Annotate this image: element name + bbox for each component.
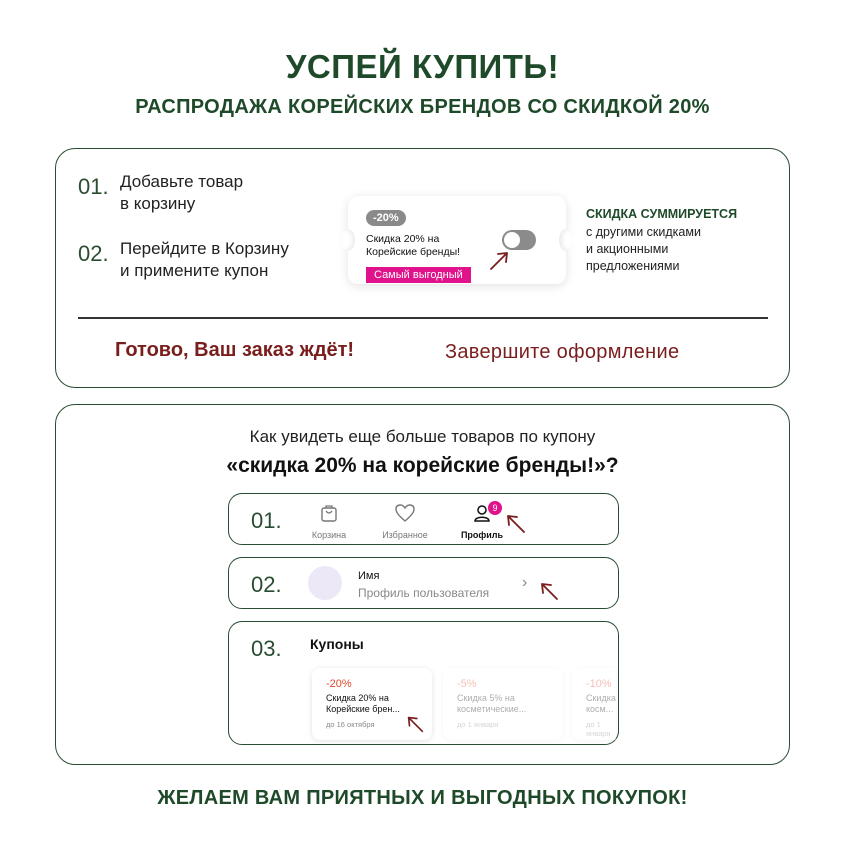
step-1-text — [120, 171, 243, 215]
howto-step-2-number: 02. — [251, 572, 282, 597]
notification-badge: 9 — [488, 501, 502, 515]
coupon-card-line2: Корейские брен... — [326, 704, 400, 714]
coupon-card-date: до 1 января — [586, 720, 611, 738]
coupon-desc-line1: Скидка 20% на — [366, 233, 440, 245]
checkout-hint: Завершите оформление — [445, 341, 680, 363]
coupon-card-date: до 1 января — [457, 720, 499, 729]
arrow-pointer-icon — [404, 713, 426, 735]
coupon-card-line2: косм... — [586, 704, 614, 714]
coupon-discount-badge: -20% — [366, 210, 406, 226]
coupon-card-date: до 16 октября — [326, 720, 375, 729]
howto-step-1-number: 01. — [251, 508, 282, 533]
coupon-card[interactable] — [572, 668, 616, 740]
toggle-knob — [504, 232, 520, 248]
coupon-toggle[interactable] — [502, 230, 536, 250]
coupons-title: Купоны — [310, 636, 364, 652]
sum-note-line1: с другими скидками — [586, 225, 701, 239]
step-1-number: 01. — [78, 174, 109, 199]
bag-icon — [319, 503, 339, 523]
coupon-card-line1: Скидка — [586, 693, 616, 703]
avatar — [308, 566, 342, 600]
sum-note-text — [586, 224, 701, 275]
ticket-notch-right — [559, 229, 573, 251]
nav-cart[interactable] — [299, 503, 359, 540]
step-1-line2: в корзину — [120, 194, 196, 213]
step-2-text — [120, 238, 289, 282]
nav-cart-label: Корзина — [311, 530, 347, 540]
sum-note-head: СКИДКА СУММИРУЕТСЯ — [586, 207, 738, 221]
step-2-number: 02. — [78, 241, 109, 266]
coupon-ticket — [348, 196, 566, 284]
divider — [78, 317, 768, 319]
coupon-card-text — [586, 693, 616, 715]
chevron-right-icon[interactable]: › — [522, 574, 528, 591]
coupon-card-discount: -5% — [457, 678, 477, 690]
arrow-pointer-icon — [488, 248, 512, 272]
user-profile-link[interactable]: Профиль пользователя — [358, 586, 490, 600]
coupon-card-discount: -20% — [326, 678, 352, 690]
question-line2: «скидка 20% на корейские бренды!»? — [226, 454, 619, 477]
user-name: Имя — [358, 570, 380, 582]
coupon-card-line1: Скидка 20% на — [326, 693, 389, 703]
best-deal-tag: Самый выгодный — [366, 267, 471, 283]
coupon-card-line1: Скидка 5% на — [457, 693, 515, 703]
arrow-pointer-icon — [537, 579, 561, 603]
nav-profile-label: Профиль — [460, 530, 504, 540]
step-1-line1: Добавьте товар — [120, 172, 244, 191]
coupon-card-text — [457, 693, 557, 715]
question-line1: Как увидеть еще больше товаров по купону — [249, 427, 596, 446]
footer-message: ЖЕЛАЕМ ВАМ ПРИЯТНЫХ И ВЫГОДНЫХ ПОКУПОК! — [157, 787, 688, 809]
howto-step-3-number: 03. — [251, 636, 282, 661]
coupon-card-text — [326, 693, 426, 715]
nav-favorites-label: Избранное — [382, 530, 428, 540]
coupon-description — [366, 233, 486, 259]
coupon-card-discount: -10% — [586, 678, 612, 690]
page-subtitle: РАСПРОДАЖА КОРЕЙСКИХ БРЕНДОВ СО СКИДКОЙ 20% — [135, 96, 710, 118]
coupon-desc-line2: Корейские бренды! — [366, 246, 461, 258]
sum-note-line3: предложениями — [586, 259, 680, 273]
step-2-line2: и примените купон — [120, 261, 269, 280]
ticket-notch-left — [341, 229, 355, 251]
nav-favorites[interactable] — [375, 503, 435, 540]
coupon-card-line2: косметические... — [457, 704, 527, 714]
page-title: УСПЕЙ КУПИТЬ! — [285, 48, 560, 85]
heart-icon — [394, 503, 416, 523]
step-2-line1: Перейдите в Корзину — [120, 239, 289, 258]
sum-note-line2: и акционными — [586, 242, 669, 256]
done-message: Готово, Ваш заказ ждёт! — [115, 339, 355, 361]
coupon-card[interactable] — [443, 668, 563, 740]
arrow-pointer-icon — [503, 511, 527, 535]
